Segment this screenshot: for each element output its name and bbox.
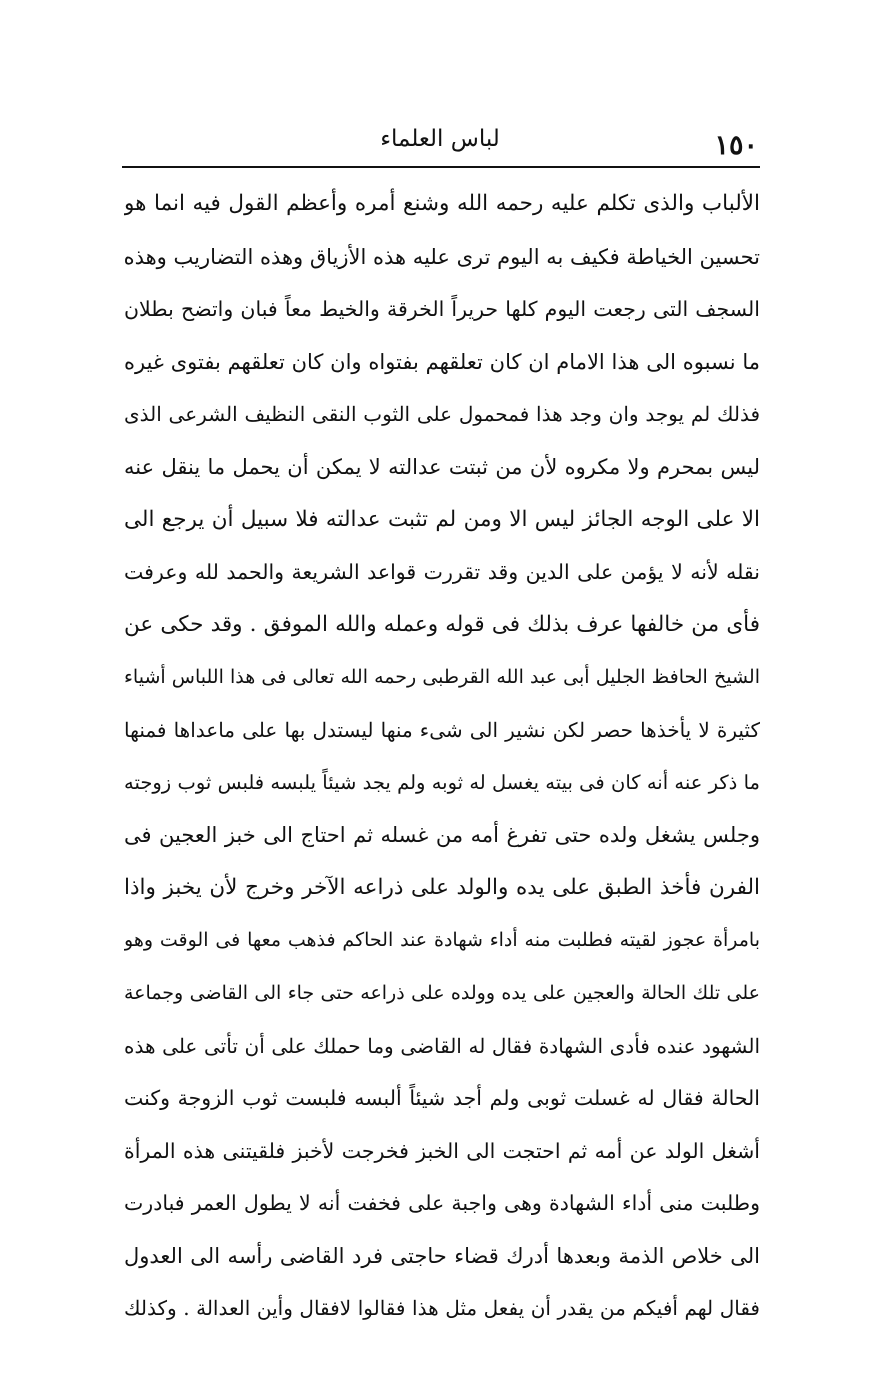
text-line: الحالة فقال له غسلت ثوبى ولم أجد شيئاً ألبسه فلبست ثوب الزوجة وكنت [124, 1086, 760, 1111]
text-line: السجف التى رجعت اليوم كلها حريراً الخرقة والخيط معاً فبان واتضح بطلان [124, 297, 760, 322]
text-line: أشغل الولد عن أمه ثم احتجت الى الخبز فخرجت لأخبز فلقيتنى هذه المرأة [124, 1138, 760, 1163]
text-line: الى خلاص الذمة وبعدها أدرك قضاء حاجتى فرد القاضى رأسه الى العدول [124, 1243, 760, 1268]
text-line: فقال لهم أفيكم من يقدر أن يفعل مثل هذا فقالوا لافقال وأين العدالة . وكذلك [124, 1296, 760, 1321]
text-line: تحسين الخياطة فكيف به اليوم ترى عليه هذه الأزياق وهذه التضاريب وهذه [124, 244, 760, 269]
running-title: لباس العلماء [380, 126, 500, 152]
text-line: فأى من خالفها عرف بذلك فى قوله وعمله والله الموفق . وقد حكى عن [124, 611, 760, 637]
text-line: ما ذكر عنه أنه كان فى بيته يغسل له ثوبه ولم يجد شيئاً يلبسه فلبس ثوب زوجته [124, 770, 760, 794]
text-line: الألباب والذى تكلم عليه رحمه الله وشنع أمره وأعظم القول فيه انما هو [124, 191, 760, 216]
text-line: بامرأة عجوز لقيته فطلبت منه أداء شهادة عند الحاكم فذهب معها فى الوقت وهو [124, 929, 760, 952]
text-line: فذلك لم يوجد وان وجد هذا فمحمول على الثوب النقى النظيف الشرعى الذى [124, 402, 760, 427]
text-line: الشهود عنده فأدى الشهادة فقال له القاضى وما حملك على أن تأتى على هذه [124, 1033, 760, 1058]
text-line: وجلس يشغل ولده حتى تفرغ أمه من غسله ثم احتاج الى خبز العجين فى [124, 823, 760, 848]
text-line: ما نسبوه الى هذا الامام ان كان تعلقهم بفتواه وان كان تعلقهم بفتوى غيره [124, 349, 760, 374]
page-number: ١٥٠ [714, 130, 758, 161]
header-rule [122, 166, 760, 168]
page-header [122, 118, 758, 166]
text-line: كثيرة لا يأخذها حصر لكن نشير الى شىء منها ليستدل بها على ماعداها فمنها [124, 717, 760, 742]
text-line: نقله لأنه لا يؤمن على الدين وقد تقررت قواعد الشريعة والحمد لله وعرفت [124, 560, 760, 585]
text-line: الفرن فأخذ الطبق على يده والولد على ذراعه الآخر وخرج لأن يخبز واذا [124, 874, 760, 900]
text-line: الشيخ الحافظ الجليل أبى عبد الله القرطبى رحمه الله تعالى فى هذا اللباس أشياء [124, 666, 760, 689]
text-line: على تلك الحالة والعجين على يده وولده على ذراعه حتى جاء الى القاضى وجماعة [124, 981, 760, 1004]
body-text [124, 178, 760, 1335]
text-line: ليس بمحرم ولا مكروه لأن من ثبتت عدالته لا يمكن أن يحمل ما ينقل عنه [124, 454, 760, 479]
text-line: وطلبت منى أداء الشهادة وهى واجبة على فخفت أنه لا يطول العمر فبادرت [124, 1191, 760, 1216]
text-line: الا على الوجه الجائز ليس الا ومن لم تثبت عدالته فلا سبيل أن يرجع الى [124, 506, 760, 532]
